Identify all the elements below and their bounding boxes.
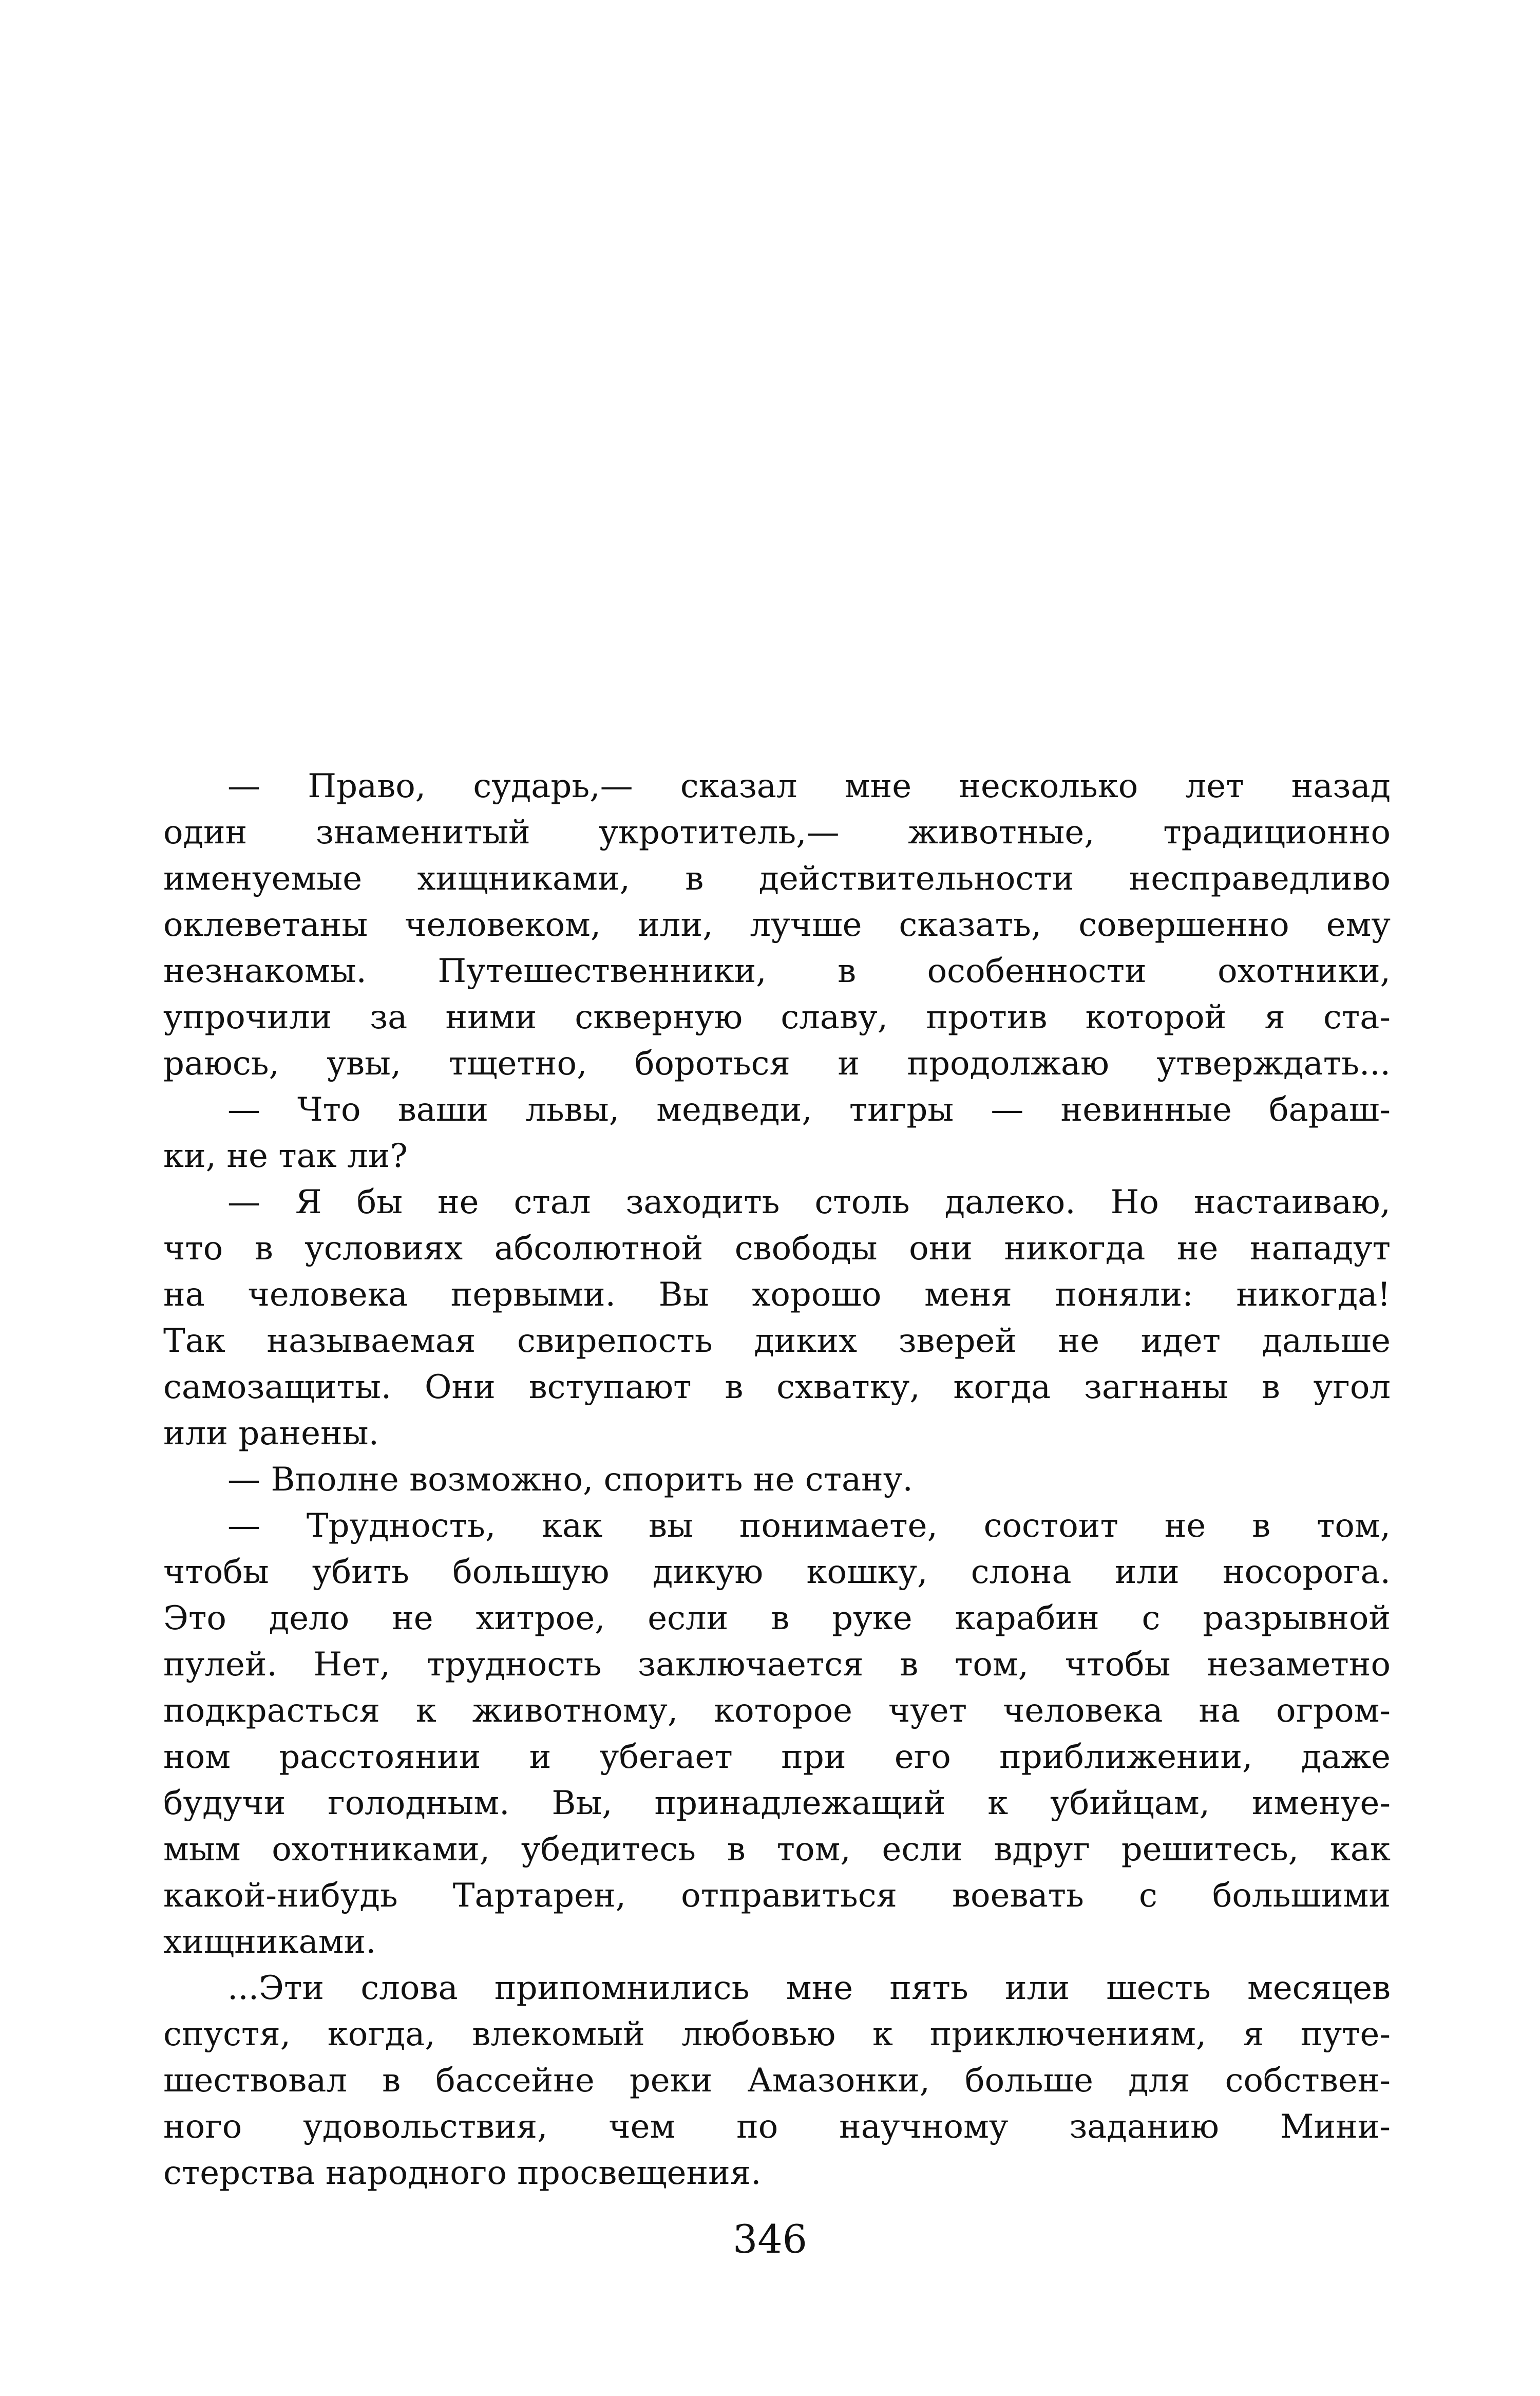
text-line: — Я бы не стал заходить столь далеко. Но настаиваю, <box>227 1183 1391 1221</box>
text-line: раюсь, увы, тщетно, бороться и продолжаю утверждать... <box>163 1045 1391 1083</box>
text-line: упрочили за ними скверную славу, против которой я ста- <box>163 998 1391 1036</box>
text-line: самозащиты. Они вступают в схватку, когда загнаны в угол <box>163 1368 1391 1406</box>
text-line: какой-нибудь Тартарен, отправиться воевать с большими <box>163 1877 1391 1915</box>
text-line: один знаменитый укротитель,— животные, традиционно <box>163 814 1391 852</box>
text-line: что в условиях абсолютной свободы они никогда не нападут <box>163 1230 1391 1268</box>
text-line: подкрасться к животному, которое чует человека на огром- <box>163 1692 1391 1730</box>
text-line: Так называемая свирепость диких зверей не идет дальше <box>163 1322 1391 1360</box>
text-line: шествовал в бассейне реки Амазонки, больше для собствен- <box>163 2062 1391 2100</box>
text-line: незнакомы. Путешественники, в особенности охотники, <box>163 952 1391 990</box>
page-number: 346 <box>732 2216 808 2262</box>
text-line: ного удовольствия, чем по научному заданию Мини- <box>163 2108 1391 2146</box>
text-line: — Вполне возможно, спорить не стану. <box>227 1461 913 1499</box>
text-line: Это дело не хитрое, если в руке карабин с разрывной <box>163 1599 1391 1637</box>
text-line: ки, не так ли? <box>163 1137 408 1175</box>
text-line: на человека первыми. Вы хорошо меня поняли: никогда! <box>163 1276 1391 1314</box>
text-line: — Трудность, как вы понимаете, состоит не в том, <box>227 1507 1391 1545</box>
text-line: именуемые хищниками, в действительности несправедливо <box>163 860 1391 898</box>
text-line: мым охотниками, убедитесь в том, если вдруг решитесь, как <box>163 1831 1391 1869</box>
body-text <box>163 763 1391 2196</box>
text-line: чтобы убить большую дикую кошку, слона или носорога. <box>163 1553 1391 1591</box>
text-line: стерства народного просвещения. <box>163 2154 762 2192</box>
text-line: — Что ваши львы, медведи, тигры — невинные бараш- <box>227 1091 1391 1129</box>
text-line: — Право, сударь,— сказал мне несколько лет назад <box>227 767 1391 805</box>
text-line: будучи голодным. Вы, принадлежащий к убийцам, именуе- <box>163 1784 1391 1822</box>
text-line: хищниками. <box>163 1923 376 1961</box>
text-line: пулей. Нет, трудность заключается в том, чтобы незаметно <box>163 1646 1391 1684</box>
text-line: ном расстоянии и убегает при его приближении, даже <box>163 1738 1391 1776</box>
text-line: ...Эти слова припомнились мне пять или шесть месяцев <box>227 1969 1391 2007</box>
text-line: оклеветаны человеком, или, лучше сказать, совершенно ему <box>163 906 1391 944</box>
text-line: спустя, когда, влекомый любовью к приключениям, я путе- <box>163 2015 1391 2053</box>
text-line: или ранены. <box>163 1414 379 1452</box>
